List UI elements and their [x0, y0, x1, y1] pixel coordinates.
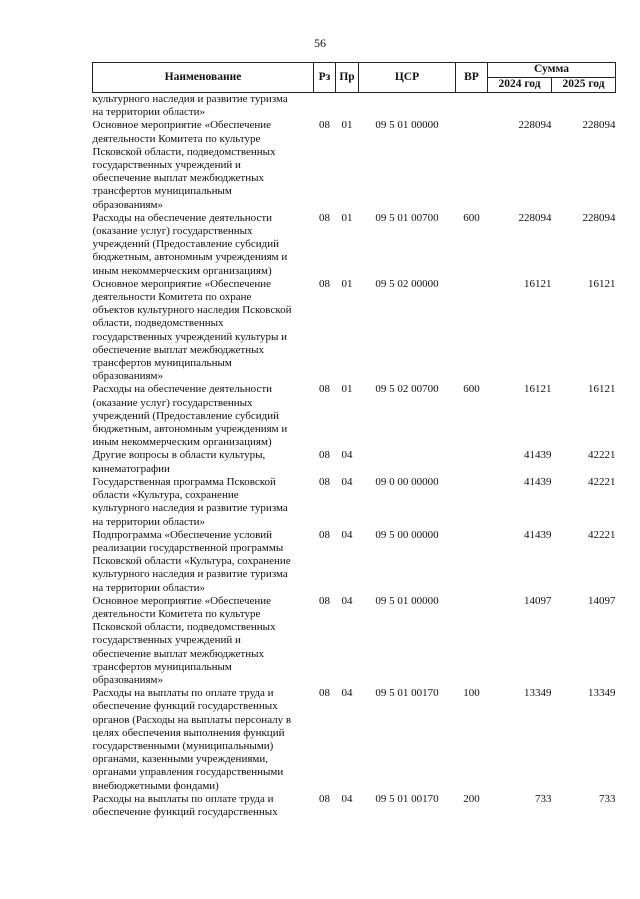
row-csr: [359, 449, 456, 475]
row-name-line: на территории области»: [92, 106, 206, 119]
row-csr: 09 5 01 00000: [375, 119, 439, 132]
row-sum-2025: 16121: [588, 383, 616, 396]
row-pr: 04: [341, 792, 353, 805]
row-sum-2024: 14097: [524, 594, 552, 607]
row-sum-2024: 16121: [524, 383, 552, 396]
row-csr: 09 5 02 00700: [375, 383, 439, 396]
row-rz: 08: [319, 475, 330, 488]
row-name-line: Государственная программа Псковской: [92, 475, 276, 488]
header-sum: Сумма: [488, 63, 616, 78]
row-csr: 09 5 01 00000: [375, 594, 439, 607]
row-name-line: учреждений (Предоставление субсидий: [92, 409, 279, 422]
header-year-2024: 2024 год: [488, 78, 552, 93]
table-row: [93, 383, 616, 449]
row-sum-2024: 228094: [518, 119, 552, 132]
row-pr: 04: [341, 528, 353, 541]
row-sum-2024: 13349: [524, 687, 552, 700]
row-csr: 09 5 00 00000: [375, 528, 439, 541]
row-pr: 01: [341, 119, 353, 132]
row-sum-2024: 41439: [524, 528, 552, 541]
row-pr: 04: [341, 475, 353, 488]
row-name-line: внебюджетными фондами): [92, 779, 219, 792]
row-rz: 08: [319, 119, 330, 132]
row-sum-2025: 13349: [588, 687, 616, 700]
row-name-line: Другие вопросы в области культуры,: [92, 449, 266, 462]
table-row: [93, 119, 616, 211]
row-sum-2025: 228094: [582, 211, 616, 224]
row-rz: 08: [319, 792, 330, 805]
row-sum-2025: 14097: [588, 594, 616, 607]
row-vr: 600: [463, 383, 480, 396]
table-row: [93, 476, 616, 529]
row-name-line: целях обеспечения выполнения функций: [92, 726, 285, 739]
row-name-line: обеспечение выплат межбюджетных: [92, 343, 264, 356]
row-csr: 09 5 01 00170: [375, 792, 439, 805]
row-name-line: Основное мероприятие «Обеспечение: [92, 594, 272, 607]
row-name-line: области «Культура, сохранение: [92, 489, 239, 502]
row-pr: [336, 93, 359, 120]
row-sum-2025: 42221: [588, 528, 616, 541]
row-name-line: обеспечение функций государственных: [92, 805, 278, 818]
row-rz: 08: [319, 528, 330, 541]
row-rz: 08: [319, 594, 330, 607]
row-csr: 09 0 00 00000: [375, 475, 439, 488]
row-sum-2025: 733: [599, 792, 616, 805]
budget-table: [92, 62, 616, 819]
row-sum-2025: 228094: [582, 119, 616, 132]
row-vr: [456, 449, 488, 475]
row-name-line: Расходы на выплаты по оплате труда и: [92, 792, 274, 805]
row-vr: [456, 278, 488, 384]
row-name-line: иным некоммерческим организациям): [92, 264, 272, 277]
row-pr: 04: [341, 449, 353, 462]
row-rz: 08: [319, 687, 330, 700]
header-year-2025: 2025 год: [552, 78, 616, 93]
row-name: [93, 793, 314, 819]
row-name-line: государственными (муниципальными): [92, 739, 274, 752]
row-name-line: органами управления государственными: [92, 766, 284, 779]
row-name-line: области, подведомственных: [92, 317, 224, 330]
row-name-line: деятельности Комитета по охране: [92, 291, 252, 304]
table-row: [93, 793, 616, 819]
row-name-line: реализации государственной программы: [92, 541, 284, 554]
row-sum-2024: 41439: [524, 475, 552, 488]
header-vr: ВР: [456, 63, 488, 93]
table-row: [93, 93, 616, 120]
row-name-line: обеспечение выплат межбюджетных: [92, 647, 264, 660]
row-pr: 01: [341, 211, 353, 224]
row-name: [93, 278, 314, 384]
row-name-line: объектов культурного наследия Псковской: [92, 304, 292, 317]
row-sum-2024: 733: [535, 792, 552, 805]
table-row: [93, 212, 616, 278]
row-vr: 200: [463, 792, 480, 805]
row-name-line: (оказание услуг) государственных: [92, 225, 253, 238]
row-rz: 08: [319, 211, 330, 224]
row-name: [93, 595, 314, 687]
row-sum-2024: 41439: [524, 449, 552, 462]
row-name-line: на территории области»: [92, 515, 206, 528]
row-csr: 09 5 02 00000: [375, 277, 439, 290]
row-name: [93, 383, 314, 449]
row-vr: [456, 119, 488, 211]
row-name-line: органов (Расходы на выплаты персоналу в: [92, 713, 292, 726]
budget-sheet: [92, 62, 615, 819]
row-name: [93, 449, 314, 475]
row-vr: [456, 595, 488, 687]
row-name: [93, 687, 314, 793]
row-name: [93, 529, 314, 595]
row-sum-2024: 228094: [518, 211, 552, 224]
row-name-line: органами, казенными учреждениями,: [92, 753, 268, 766]
row-sum-2025: 42221: [588, 449, 616, 462]
row-name-line: Расходы на обеспечение деятельности: [92, 211, 273, 224]
row-vr: [456, 476, 488, 529]
header-csr: ЦСР: [359, 63, 456, 93]
row-csr: 09 5 01 00700: [375, 211, 439, 224]
row-name-line: Расходы на выплаты по оплате труда и: [92, 687, 274, 700]
table-row: [93, 529, 616, 595]
row-sum-2024: [488, 93, 552, 120]
row-name: [93, 476, 314, 529]
row-pr: 04: [341, 594, 353, 607]
table-row: [93, 687, 616, 793]
row-name: [93, 119, 314, 211]
row-name-line: (оказание услуг) государственных: [92, 396, 253, 409]
row-name-line: иным некоммерческим организациям): [92, 436, 272, 449]
row-name-line: государственных учреждений культуры и: [92, 330, 288, 343]
row-name-line: государственных учреждений и: [92, 634, 241, 647]
row-name-line: Псковской области «Культура, сохранение: [92, 555, 291, 568]
row-pr: 01: [341, 277, 353, 290]
row-name-line: Псковской области, подведомственных: [92, 145, 276, 158]
row-name-line: образованиям»: [92, 370, 163, 383]
row-name-line: Подпрограмма «Обеспечение условий: [92, 528, 273, 541]
row-vr: 600: [463, 211, 480, 224]
row-rz: 08: [319, 383, 330, 396]
row-name-line: Расходы на обеспечение деятельности: [92, 383, 273, 396]
page-number: 56: [314, 36, 326, 50]
row-csr: [359, 93, 456, 120]
row-rz: 08: [319, 277, 330, 290]
row-name-line: трансфертов муниципальным: [92, 357, 232, 370]
row-pr: 04: [341, 687, 353, 700]
row-vr: [456, 529, 488, 595]
row-name-line: на территории области»: [92, 581, 206, 594]
row-name: [93, 93, 314, 120]
row-sum-2025: [552, 93, 616, 120]
row-name-line: Основное мероприятие «Обеспечение: [92, 119, 272, 132]
row-name-line: обеспечение функций государственных: [92, 700, 278, 713]
row-name-line: деятельности Комитета по культуре: [92, 607, 261, 620]
row-name-line: трансфертов муниципальным: [92, 185, 232, 198]
row-name-line: Псковской области, подведомственных: [92, 621, 276, 634]
table-body: [93, 93, 616, 820]
row-name-line: государственных учреждений и: [92, 159, 241, 172]
row-name-line: культурного наследия и развитие туризма: [92, 568, 288, 581]
row-name-line: культурного наследия и развитие туризма: [92, 93, 288, 105]
row-vr: [456, 93, 488, 120]
row-name-line: образованиям»: [92, 673, 163, 686]
row-name-line: обеспечение выплат межбюджетных: [92, 172, 264, 185]
row-name-line: деятельности Комитета по культуре: [92, 132, 261, 145]
header-pr: Пр: [336, 63, 359, 93]
row-name-line: учреждений (Предоставление субсидий: [92, 238, 279, 251]
row-sum-2025: 42221: [588, 475, 616, 488]
row-sum-2024: 16121: [524, 277, 552, 290]
row-name-line: трансфертов муниципальным: [92, 660, 232, 673]
row-name-line: бюджетным, автономным учреждениям и: [92, 251, 288, 264]
table-row: [93, 449, 616, 475]
header-name: Наименование: [93, 63, 314, 93]
row-name-line: культурного наследия и развитие туризма: [92, 502, 288, 515]
row-csr: 09 5 01 00170: [375, 687, 439, 700]
row-name-line: бюджетным, автономным учреждениям и: [92, 423, 288, 436]
row-pr: 01: [341, 383, 353, 396]
table-row: [93, 595, 616, 687]
row-sum-2025: 16121: [588, 277, 616, 290]
table-row: [93, 278, 616, 384]
row-name: [93, 212, 314, 278]
row-name-line: кинематографии: [92, 462, 170, 475]
row-vr: 100: [463, 687, 480, 700]
row-rz: 08: [319, 449, 330, 462]
row-rz: [314, 93, 336, 120]
header-rz: Рз: [314, 63, 336, 93]
row-name-line: образованиям»: [92, 198, 163, 211]
row-name-line: Основное мероприятие «Обеспечение: [92, 277, 272, 290]
